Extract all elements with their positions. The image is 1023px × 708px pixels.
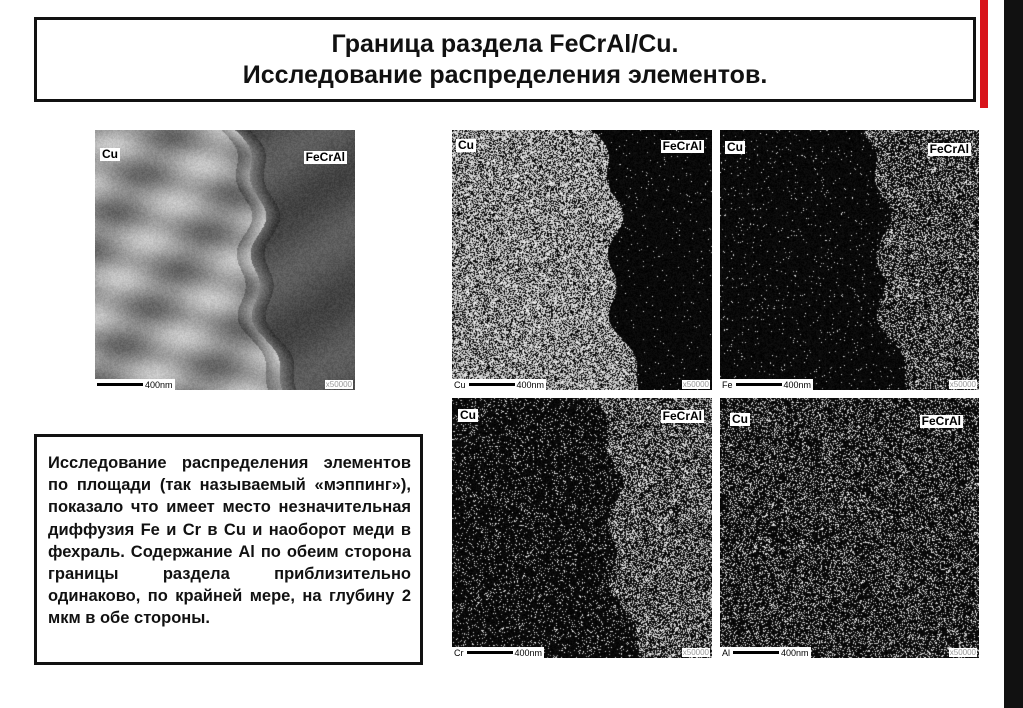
sem-image-canvas: [95, 130, 355, 390]
label-cu: Cu: [460, 408, 476, 422]
magnification-label: x50000: [682, 380, 709, 389]
magnification-label: x50000: [682, 648, 709, 657]
scale-bar-label: 400nm: [514, 647, 543, 658]
map-al: [720, 398, 979, 658]
scale-bar-label: 400nm: [783, 379, 812, 390]
label-fecral: FeCrAl: [305, 150, 345, 164]
scale-bar-line: [467, 651, 513, 654]
label-cu: Cu: [102, 147, 118, 161]
label-cu: Cu: [458, 138, 474, 152]
label-fecral: FeCrAl: [929, 142, 969, 156]
map-fe-canvas: [720, 130, 979, 390]
map-cu-canvas: [452, 130, 712, 390]
title-line-2: Исследование распределения элементов.: [242, 60, 768, 89]
slide-edge-black: [1004, 0, 1023, 708]
scale-bar-label: 400nm: [145, 379, 173, 390]
title-line-1: Граница раздела FeCrAl/Cu.: [331, 29, 679, 58]
label-fecral: FeCrAl: [921, 414, 961, 428]
element-label: Al: [722, 647, 731, 658]
map-cr-canvas: [452, 398, 712, 658]
scale-bar-line: [733, 651, 779, 654]
scale-bar: [452, 379, 546, 390]
element-label: Cr: [454, 647, 464, 658]
description-box: [34, 434, 423, 665]
sem-image: [95, 130, 355, 390]
scale-bar-line: [97, 383, 143, 386]
element-label: Fe: [722, 379, 733, 390]
scale-bar: [720, 379, 813, 390]
map-al-canvas: [720, 398, 979, 658]
scale-bar: [452, 647, 544, 658]
magnification-label: x50000: [949, 380, 976, 389]
map-cu: [452, 130, 712, 390]
scale-bar-label: 400nm: [516, 379, 545, 390]
magnification-label: x50000: [949, 648, 976, 657]
scale-bar-label: 400nm: [781, 647, 809, 658]
slide-accent-red: [980, 0, 988, 108]
label-fecral: FeCrAl: [662, 139, 702, 153]
title-box: [34, 17, 976, 102]
label-cu: Cu: [727, 140, 743, 154]
map-fe: [720, 130, 979, 390]
map-cr: [452, 398, 712, 658]
description-text: Исследование распределения элементов по площади (так называемый «мэппинг»), показало что имеет место незначительная диффузия Fe и Cr в Cu и наоборот меди в фехраль. Содержание Al по обеим сторона границы раздела приблизительно одинаково, по крайней мере, на глубину 2 мкм в обе стороны.: [48, 454, 411, 628]
scale-bar: [720, 647, 811, 658]
scale-bar-line: [736, 383, 782, 386]
scale-bar: [95, 379, 175, 390]
element-label: Cu: [454, 379, 466, 390]
scale-bar-line: [469, 383, 515, 386]
label-fecral: FeCrAl: [662, 409, 702, 423]
label-cu: Cu: [732, 412, 748, 426]
magnification-label: x50000: [325, 380, 352, 389]
